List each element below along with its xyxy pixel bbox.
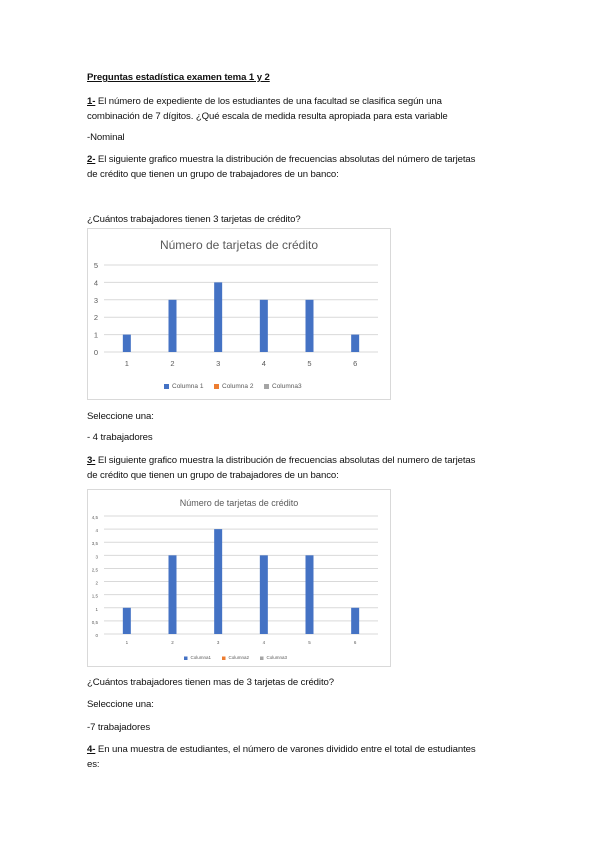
q3-line2: de crédito que tienen un grupo de trabajadores de un banco: (87, 470, 339, 481)
chart-1-legend-label: Columna 2 (222, 383, 254, 390)
q2-line2: de crédito que tienen un grupo de trabajadores de un banco: (87, 169, 339, 180)
chart-2-y-tick: 3 (95, 554, 98, 560)
chart-2-svg (88, 490, 390, 666)
chart-2-x-tick: 5 (308, 640, 311, 645)
chart-2-y-tick: 4 (95, 528, 98, 534)
chart-2-legend-label: Columna3 (266, 655, 288, 660)
chart-2-legend-label: Columna2 (228, 655, 250, 660)
q4-number: 4- (87, 744, 96, 755)
chart-2-y-tick: 1,5 (91, 593, 98, 599)
q2-line1 (87, 154, 475, 165)
chart-2-bar (260, 555, 268, 634)
chart-1-bar (306, 300, 314, 352)
chart-1-x-tick: 6 (353, 359, 358, 368)
chart-1-legend-label: Columna 1 (172, 383, 204, 390)
chart-2-y-tick: 2,5 (91, 567, 98, 573)
chart-1-bar (260, 300, 268, 352)
chart-1-y-tick: 2 (93, 313, 98, 323)
chart-1-bar (123, 335, 131, 352)
q3-question: ¿Cuántos trabajadores tienen mas de 3 tarjetas de crédito? (87, 677, 334, 688)
q3-text-1: El siguiente grafico muestra la distribución de frecuencias absolutas del numero de tarjetas (95, 455, 476, 466)
chart-2-x-tick: 4 (262, 640, 266, 645)
chart-1-y-tick: 3 (93, 295, 98, 305)
q2-select-prompt: Seleccione una: (87, 411, 154, 422)
q3-line1 (87, 455, 475, 466)
chart-2-bar (214, 529, 222, 634)
chart-1-x-tick: 5 (307, 359, 312, 368)
q3-select-prompt: Seleccione una: (87, 699, 154, 710)
chart-2-bar (306, 555, 314, 634)
q3-number: 3- (87, 455, 96, 466)
q4-line1 (87, 744, 476, 755)
chart-1 (87, 228, 391, 400)
chart-1-legend-swatch (214, 384, 219, 389)
chart-2-y-tick: 0,5 (91, 619, 98, 625)
chart-1-y-tick: 4 (93, 278, 98, 288)
q1-answer: -Nominal (87, 132, 125, 143)
chart-2-legend-swatch (222, 657, 226, 661)
chart-1-x-tick: 4 (261, 359, 266, 368)
chart-1-legend-swatch (164, 384, 169, 389)
chart-1-bar (214, 282, 222, 352)
chart-1-y-tick: 1 (93, 330, 98, 340)
chart-2-bar (123, 608, 131, 634)
chart-2-x-tick: 1 (125, 640, 129, 645)
chart-1-bar (351, 335, 359, 352)
document-title: Preguntas estadística examen tema 1 y 2 (87, 72, 270, 83)
chart-2-title: Número de tarjetas de crédito (179, 498, 299, 508)
chart-2-y-tick: 4,5 (91, 515, 98, 520)
chart-2-bar (169, 555, 177, 634)
q1-line2: combinación de 7 dígitos. ¿Qué escala de medida resulta apropiada para esta variable (87, 111, 448, 122)
chart-2-legend-swatch (260, 657, 264, 661)
chart-1-title: Número de tarjetas de crédito (159, 238, 319, 252)
chart-2-legend-swatch (184, 657, 188, 661)
chart-2-x-tick: 2 (171, 640, 174, 645)
chart-2-x-tick: 3 (216, 640, 220, 645)
chart-2-legend-label: Columna1 (190, 655, 212, 660)
q1-number: 1- (87, 96, 96, 107)
chart-1-bar (169, 300, 177, 352)
q2-number: 2- (87, 154, 96, 165)
chart-1-legend-label: Columna3 (272, 383, 302, 390)
q1-text-1: El número de expediente de los estudiantes de una facultad se clasifica según una (95, 96, 442, 107)
q3-answer: -7 trabajadores (87, 722, 151, 733)
chart-2-bar (351, 608, 359, 634)
chart-1-y-tick: 5 (93, 261, 98, 270)
chart-2-y-tick: 3,5 (91, 541, 98, 547)
q4-text-1: En una muestra de estudiantes, el número de varones dividido entre el total de estudiantes (95, 744, 476, 755)
chart-2 (87, 489, 391, 667)
chart-2-y-tick: 0 (95, 633, 98, 638)
chart-1-svg (88, 229, 390, 399)
q4-line2: es: (87, 759, 100, 770)
q2-answer: - 4 trabajadores (87, 432, 153, 443)
chart-1-x-tick: 2 (170, 359, 175, 368)
chart-1-y-tick: 0 (93, 348, 98, 357)
chart-1-x-tick: 1 (124, 359, 129, 368)
chart-2-y-tick: 1 (95, 606, 98, 612)
chart-2-y-tick: 2 (95, 580, 98, 586)
chart-2-x-tick: 6 (353, 640, 357, 645)
q1-line1 (87, 96, 442, 107)
q2-question: ¿Cuántos trabajadores tienen 3 tarjetas de crédito? (87, 214, 301, 225)
chart-1-legend-swatch (264, 384, 269, 389)
chart-1-x-tick: 3 (216, 359, 221, 368)
q2-text-1: El siguiente grafico muestra la distribución de frecuencias absolutas del número de tarjetas (95, 154, 476, 165)
